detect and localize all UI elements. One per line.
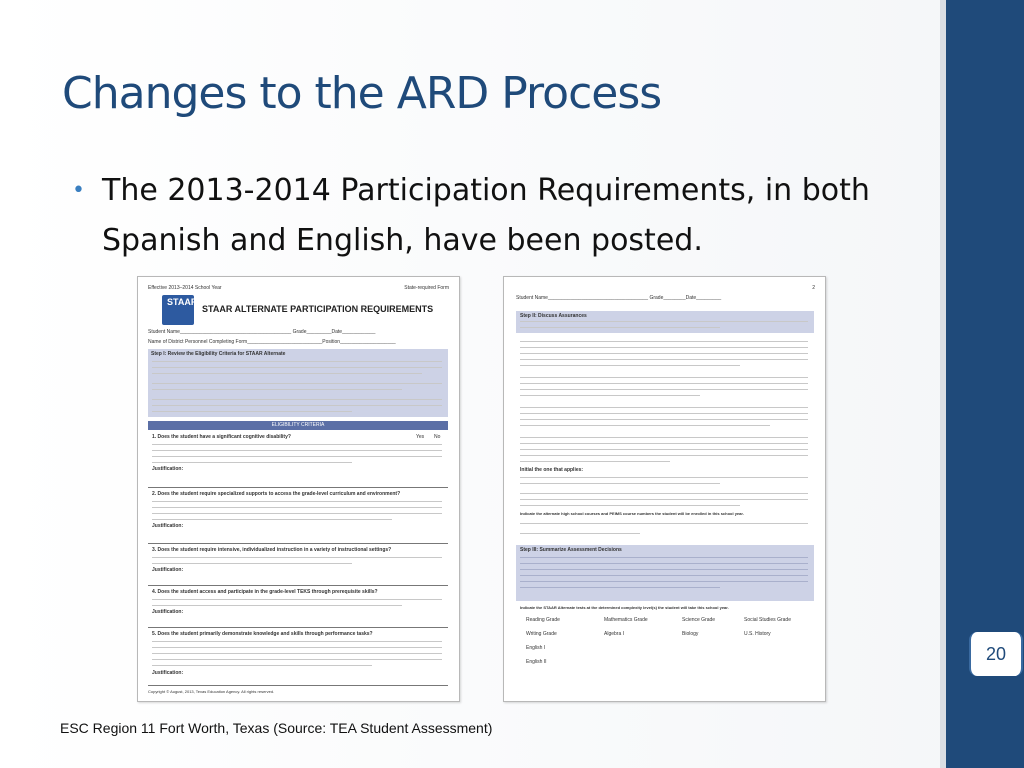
- doc2-initial: Initial the one that applies:: [520, 467, 584, 473]
- doc-q3: 3. Does the student require intensive, individualized instruction in a variety of instructional settings?: [152, 547, 392, 553]
- form-thumbnail-page-1: Effective 2013–2014 School Year State-required Form STAAR STAAR ALTERNATE PARTICIPATION REQUIREMENTS Student Name________________________________________ Grade_________Date____________ Name of District Personnel Completing Form___________________________Position____________________ Step I: Review the Eligibility Criteria for STAAR Alternate ELIGIBILITY CRITERIA 1. Does the student have a significant cognitive disability? Yes No Justification: 2. Does the student require specialized supports to access the grade-level curriculum and environment? Justification: 3. Does the student require intensive, individualized instruction in a variety of instructional settings? Justification: 4. Does the student access and participate in the grade-level TEKS through prerequisite skills? Justification: 5. Does the student primarily demonstrate knowledge and skills through performance tasks? Justification: Copyright © August, 2013, Texas Education Agency. All rights reserved.: [137, 276, 460, 702]
- form-thumbnail-page-2: 2 Student Name____________________________________ Grade________Date_________ Step II: Discuss Assurances Initial the one that applies: Indicate the alternate high school courses and PEIMS course numbers the student will be enrolled in this school year. Step III: Summarize Assessment Decisions Indicate the STAAR Alternate tests at the determined complexity level(s) the student will take this school year. Reading Grade Mathematics Grade Science Grade Social Studies Grade Writing Grade Algebra I Biology U.S. History English I English II: [503, 276, 826, 702]
- doc-state-form: State-required Form: [404, 285, 449, 291]
- doc2-step2: Step II: Discuss Assurances: [520, 313, 587, 319]
- doc2-page: 2: [812, 285, 815, 291]
- doc-step1: Step I: Review the Eligibility Criteria for STAAR Alternate: [151, 351, 286, 357]
- doc-q5: 5. Does the student primarily demonstrate knowledge and skills through performance tasks?: [152, 631, 373, 637]
- doc2-student-name: Student Name____________________________________ Grade________Date_________: [516, 295, 722, 301]
- doc-heading: STAAR ALTERNATE PARTICIPATION REQUIREMENTS: [202, 304, 434, 314]
- doc2-indicate-courses: Indicate the alternate high school courses and PEIMS course numbers the student will be enrolled in this school year.: [520, 511, 744, 516]
- doc2-step3-box: [516, 545, 814, 601]
- doc-q1: 1. Does the student have a significant cognitive disability?: [152, 434, 291, 440]
- bullet-icon: •: [72, 178, 85, 203]
- bullet-text: The 2013-2014 Participation Requirements, in both Spanish and English, have been posted.: [102, 173, 870, 258]
- doc-effective-year: Effective 2013–2014 School Year: [148, 285, 222, 291]
- doc-q2: 2. Does the student require specialized supports to access the grade-level curriculum and environment?: [152, 491, 401, 497]
- doc2-step3: Step III: Summarize Assessment Decisions: [520, 547, 622, 553]
- doc2-indicate-tests: Indicate the STAAR Alternate tests at the determined complexity level(s) the student will take this school year.: [520, 605, 729, 610]
- doc-criteria-band: ELIGIBILITY CRITERIA: [148, 421, 448, 430]
- staar-logo: STAAR: [162, 295, 194, 325]
- doc-q4: 4. Does the student access and participate in the grade-level TEKS through prerequisite skills?: [152, 589, 378, 595]
- doc-copyright: Copyright © August, 2013, Texas Education Agency. All rights reserved.: [148, 689, 275, 694]
- slide-footer: ESC Region 11 Fort Worth, Texas (Source: TEA Student Assessment): [60, 720, 493, 736]
- bullet-item: [72, 166, 912, 266]
- slide-title: Changes to the ARD Process: [62, 68, 662, 119]
- doc-student-name: Student Name________________________________________ Grade_________Date____________: [148, 329, 376, 335]
- page-number: 20: [969, 632, 1023, 676]
- doc-personnel: Name of District Personnel Completing Form___________________________Position____________________: [148, 339, 396, 345]
